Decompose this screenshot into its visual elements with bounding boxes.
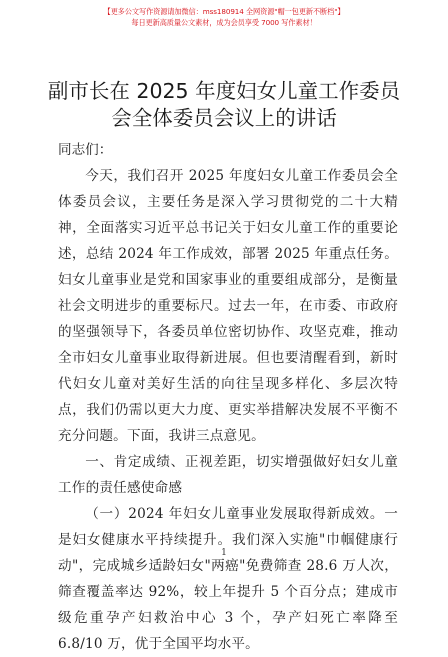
subsection-1-label: （一） — [85, 506, 129, 522]
promo-banner — [0, 6, 448, 28]
paragraph-intro: 今天，我们召开 2025 年度妇女儿童工作委员会全体委员会议，主要任务是深入学习贯彻党的二十大精神，全面落实习近平总书记关于妇女儿童工作的重要论述，总结 2024 年工作成效，部署 2025 年重点任务。妇女儿童事业是党和国家事业的重要组成部分，是衡量社会文明进步的重要标尺。过去一年，在市委、市政府的坚强领导下，各委员单位密切协作、攻坚克难，推动全市妇女儿童事业取得新进展。但也要清醒看到，新时代妇女儿童对美好生活的向往呈现多样化、多层次特点，我们仍需以更大力度、更实举措解决发展不平衡不充分问题。下面，我讲三点意见。 — [58, 168, 398, 444]
subsection-1-paragraph — [58, 501, 398, 657]
document-body — [58, 137, 398, 657]
promo-banner-line-2: 每日更新高质量公文素材，成为会员享受 7000 写作素材！ — [131, 18, 317, 27]
document-title: 副市长在 2025 年度妇女儿童工作委员会全体委员会议上的讲话 — [47, 79, 401, 130]
subsection-1-text: 2024 年妇女儿童事业发展取得新成效。一是妇女健康水平持续提升。我们深入实施"巾帼健康行动"，完成城乡适龄妇女"两癌"免费筛查 28.6 万人次，筛查覆盖率达 92%，较上年提升 5 个百分点；建成市级危重孕产妇救治中心 3 个，孕产妇死亡率降至 6.8/10 万，优于全国平均水平。 — [58, 506, 398, 652]
promo-banner-line-1: 【更多公文写作资源请加微信：mss180914 全网资源"帽一包更新不断档"】 — [103, 7, 345, 16]
greeting: 同志们： — [58, 142, 113, 158]
section-heading-1: 一、肯定成绩、正视差距，切实增强做好妇女儿童工作的责任感使命感 — [58, 454, 398, 496]
page-number: 1 — [221, 548, 227, 558]
